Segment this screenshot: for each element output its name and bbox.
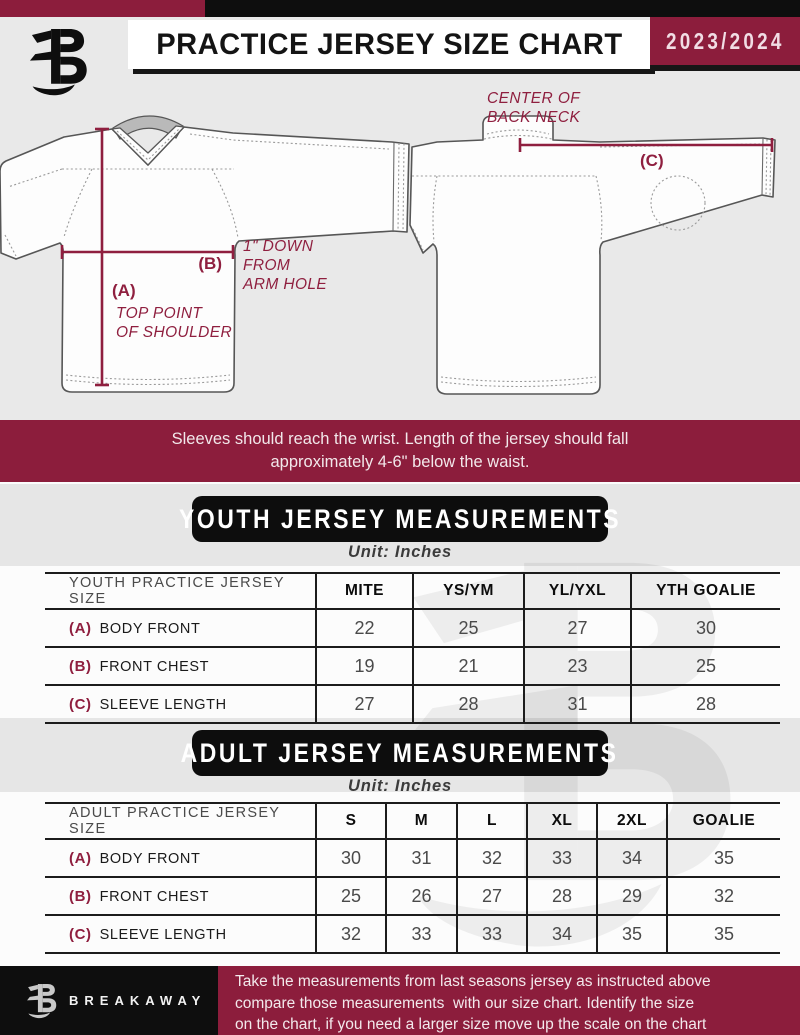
footer-instructions: [218, 966, 800, 1035]
cell: 25: [316, 877, 386, 915]
cell: 29: [597, 877, 667, 915]
cell: 35: [597, 915, 667, 953]
season-label: 2023/2024: [665, 27, 785, 54]
adult-size-col-4: 2XL: [597, 803, 667, 839]
youth-size-col-3: YTH GOALIE: [631, 573, 780, 609]
cell: 33: [457, 915, 527, 953]
cell: 23: [524, 647, 631, 685]
table-row: [45, 609, 780, 647]
cell: 22: [316, 609, 413, 647]
cell: 31: [386, 839, 457, 877]
cell: 34: [597, 839, 667, 877]
adult-size-col-5: GOALIE: [667, 803, 780, 839]
adult-size-col-1: M: [386, 803, 457, 839]
breakaway-logo-icon: [26, 25, 92, 99]
cell: 35: [667, 839, 780, 877]
youth-row-b-label: (B) FRONT CHEST: [69, 657, 210, 675]
note-line-2: approximately 4-6" below the waist.: [270, 453, 530, 471]
cell: 21: [413, 647, 524, 685]
adult-size-col-3: XL: [527, 803, 597, 839]
cell: 31: [524, 685, 631, 723]
cell: 28: [631, 685, 780, 723]
youth-row-c-label: (C) SLEEVE LENGTH: [69, 695, 227, 713]
cell: 27: [457, 877, 527, 915]
cell: 32: [316, 915, 386, 953]
youth-size-col-2: YL/YXL: [524, 573, 631, 609]
back-jersey-outline: [410, 116, 775, 394]
adult-size-table: [45, 802, 780, 954]
table-row: [45, 839, 780, 877]
footer-brand-block: [0, 966, 218, 1035]
label-a-key: (A): [112, 281, 136, 300]
youth-section-title: YOUTH JERSEY MEASUREMENTS: [178, 503, 622, 534]
label-c-key: (C): [640, 151, 664, 170]
fit-note-banner: [0, 420, 800, 482]
cell: 27: [524, 609, 631, 647]
youth-row-a-label: (A) BODY FRONT: [69, 619, 201, 637]
cell: 19: [316, 647, 413, 685]
header-black-strip: [205, 0, 800, 17]
front-jersey-diagram: [0, 116, 409, 392]
header-maroon-strip: [0, 0, 205, 17]
adult-table-label: ADULT PRACTICE JERSEY SIZE: [69, 805, 281, 837]
label-a-line2: OF SHOULDER: [116, 324, 233, 341]
cell: 32: [667, 877, 780, 915]
table-row: [45, 877, 780, 915]
label-b-key: (B): [198, 254, 222, 273]
cell: 30: [316, 839, 386, 877]
adult-size-col-2: L: [457, 803, 527, 839]
youth-section-title-pill: [178, 496, 622, 542]
adult-section-title: ADULT JERSEY MEASUREMENTS: [181, 737, 619, 768]
cell: 34: [527, 915, 597, 953]
label-c-line1: CENTER OF: [487, 90, 581, 107]
adult-unit-label: Unit: Inches: [347, 777, 453, 795]
cell: 25: [631, 647, 780, 685]
season-badge: [650, 17, 800, 65]
adult-table-header-row: [45, 803, 780, 839]
adult-size-col-0: S: [316, 803, 386, 839]
label-a-line1: TOP POINT: [116, 305, 203, 322]
youth-size-table: [45, 572, 780, 724]
adult-row-a-label: (A) BODY FRONT: [69, 849, 201, 867]
youth-unit-label: Unit: Inches: [347, 543, 453, 561]
cell: 33: [527, 839, 597, 877]
table-row: [45, 685, 780, 723]
label-c-line2: BACK NECK: [487, 109, 581, 126]
table-row: [45, 915, 780, 953]
youth-size-col-1: YS/YM: [413, 573, 524, 609]
youth-size-col-0: MITE: [316, 573, 413, 609]
breakaway-footer-logo-icon: [25, 982, 59, 1020]
youth-table-label: YOUTH PRACTICE JERSEY SIZE: [69, 575, 285, 607]
page-title: PRACTICE JERSEY SIZE CHART: [155, 27, 623, 61]
title-box: [128, 20, 650, 69]
table-row: [45, 647, 780, 685]
cell: 30: [631, 609, 780, 647]
cell: 25: [413, 609, 524, 647]
label-b-line1: 1" DOWN: [243, 238, 314, 255]
adult-row-c-label: (C) SLEEVE LENGTH: [69, 925, 227, 943]
label-b-line3: ARM HOLE: [243, 276, 328, 293]
adult-section-title-pill: [181, 730, 619, 776]
youth-table-header-row: [45, 573, 780, 609]
back-jersey-diagram: [410, 90, 775, 394]
cell: 28: [413, 685, 524, 723]
note-line-1: Sleeves should reach the wrist. Length of the jersey should fall: [171, 430, 629, 448]
cell: 26: [386, 877, 457, 915]
footer-line-3: on the chart, if you need a larger size move up the scale on the chart: [235, 1016, 707, 1033]
jersey-measurement-diagram: [0, 85, 800, 420]
cell: 32: [457, 839, 527, 877]
adult-row-b-label: (B) FRONT CHEST: [69, 887, 210, 905]
cell: 27: [316, 685, 413, 723]
footer-line-2: compare those measurements with our size chart. Identify the size: [235, 994, 695, 1012]
brand-name: BREAKAWAY: [69, 993, 207, 1008]
cell: 35: [667, 915, 780, 953]
cell: 28: [527, 877, 597, 915]
label-b-line2: FROM: [243, 257, 291, 274]
footer-line-1: Take the measurements from last seasons jersey as instructed above: [235, 973, 711, 990]
cell: 33: [386, 915, 457, 953]
